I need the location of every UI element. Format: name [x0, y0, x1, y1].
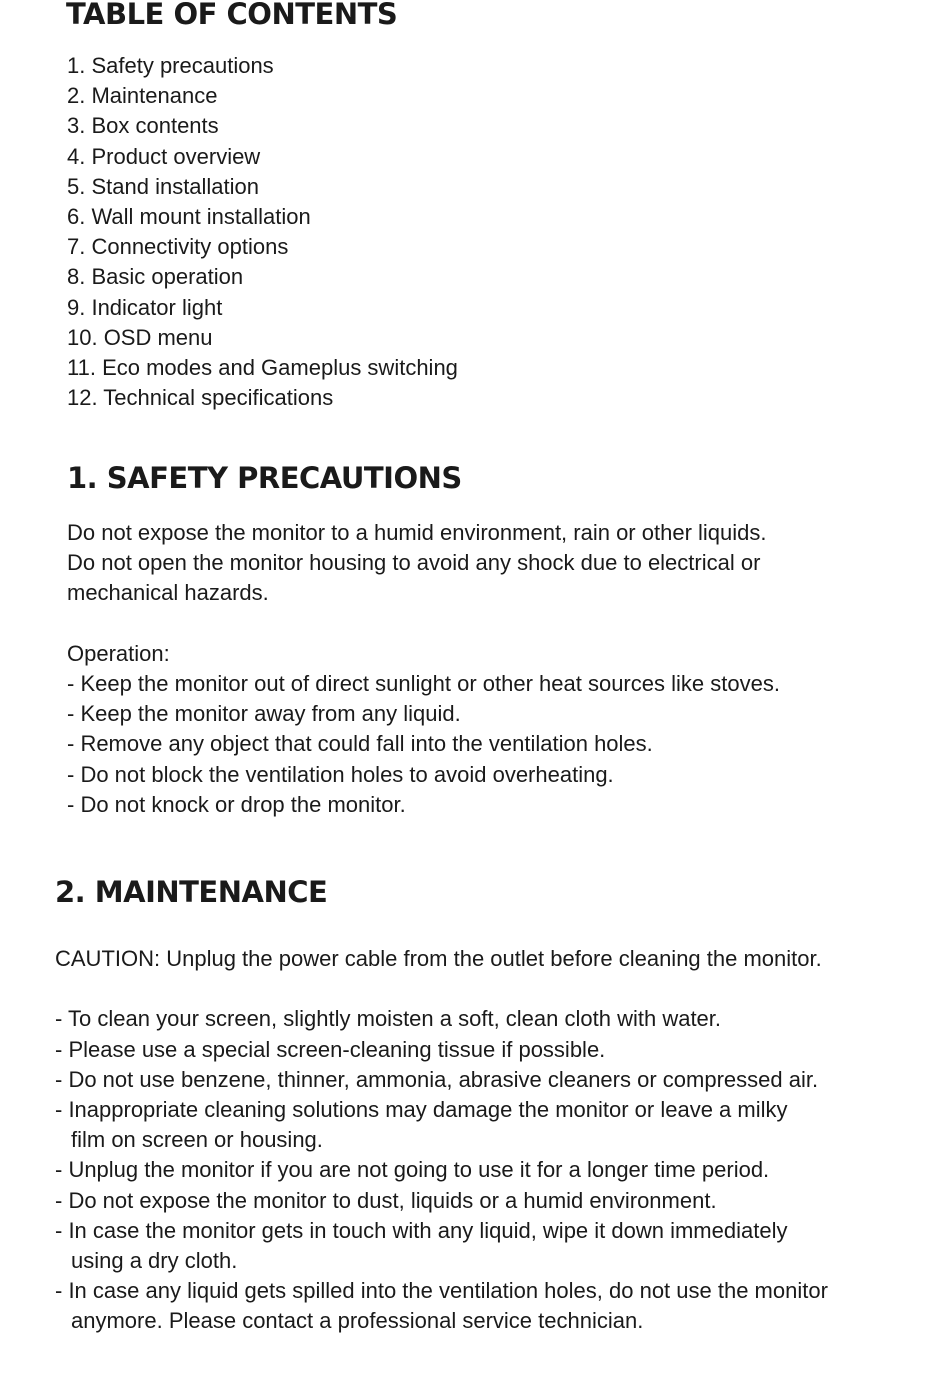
operation-item: - Do not block the ventilation holes to avoid overheating.: [67, 761, 614, 787]
toc-item: 8. Basic operation: [67, 264, 244, 290]
safety-heading: 1. SAFETY PRECAUTIONS: [67, 461, 462, 495]
toc-item: 9. Indicator light: [67, 294, 223, 320]
toc-item: 7. Connectivity options: [67, 234, 289, 260]
toc-item: 5. Stand installation: [67, 173, 260, 199]
maintenance-item-continuation: anymore. Please contact a professional service technician.: [71, 1308, 644, 1334]
maintenance-item: - Do not use benzene, thinner, ammonia, abrasive cleaners or compressed air.: [55, 1066, 819, 1092]
toc-item: 10. OSD menu: [67, 324, 213, 350]
safety-intro-line: Do not expose the monitor to a humid environment, rain or other liquids.: [67, 520, 767, 545]
maintenance-item: - To clean your screen, slightly moisten a soft, clean cloth with water.: [55, 1006, 722, 1032]
maintenance-item-continuation: using a dry cloth.: [71, 1248, 238, 1274]
toc-heading: TABLE OF CONTENTS: [66, 0, 398, 31]
toc-item: 6. Wall mount installation: [67, 204, 311, 230]
toc-item: 1. Safety precautions: [67, 53, 274, 78]
maintenance-item: - In case the monitor gets in touch with any liquid, wipe it down immediately: [55, 1217, 788, 1243]
toc-item: 12. Technical specifications: [67, 385, 334, 411]
maintenance-item: - Please use a special screen-cleaning tissue if possible.: [55, 1036, 606, 1062]
maintenance-item-continuation: film on screen or housing.: [71, 1127, 323, 1153]
operation-item: - Do not knock or drop the monitor.: [67, 791, 406, 817]
toc-item: 4. Product overview: [67, 143, 261, 169]
maintenance-item: - Inappropriate cleaning solutions may damage the monitor or leave a milky: [55, 1097, 788, 1122]
safety-intro-line: mechanical hazards.: [67, 580, 269, 606]
safety-intro-line: Do not open the monitor housing to avoid any shock due to electrical or: [67, 550, 761, 576]
operation-label: Operation:: [67, 640, 170, 666]
maintenance-heading: 2. MAINTENANCE: [55, 875, 328, 909]
operation-item: - Remove any object that could fall into the ventilation holes.: [67, 731, 653, 757]
maintenance-body: [55, 944, 935, 1337]
operation-item: - Keep the monitor out of direct sunlight or other heat sources like stoves.: [67, 671, 780, 696]
toc-list: [67, 51, 458, 413]
safety-body: [67, 518, 927, 820]
caution-line: CAUTION: Unplug the power cable from the outlet before cleaning the monitor.: [55, 946, 822, 971]
maintenance-item: - Unplug the monitor if you are not going to use it for a longer time period.: [55, 1157, 770, 1183]
toc-item: 2. Maintenance: [67, 83, 218, 109]
maintenance-item: - Do not expose the monitor to dust, liquids or a humid environment.: [55, 1187, 717, 1213]
operation-item: - Keep the monitor away from any liquid.: [67, 701, 461, 727]
toc-item: 3. Box contents: [67, 113, 219, 139]
toc-item: 11. Eco modes and Gameplus switching: [67, 355, 458, 381]
maintenance-item: - In case any liquid gets spilled into the ventilation holes, do not use the monitor: [55, 1278, 828, 1304]
